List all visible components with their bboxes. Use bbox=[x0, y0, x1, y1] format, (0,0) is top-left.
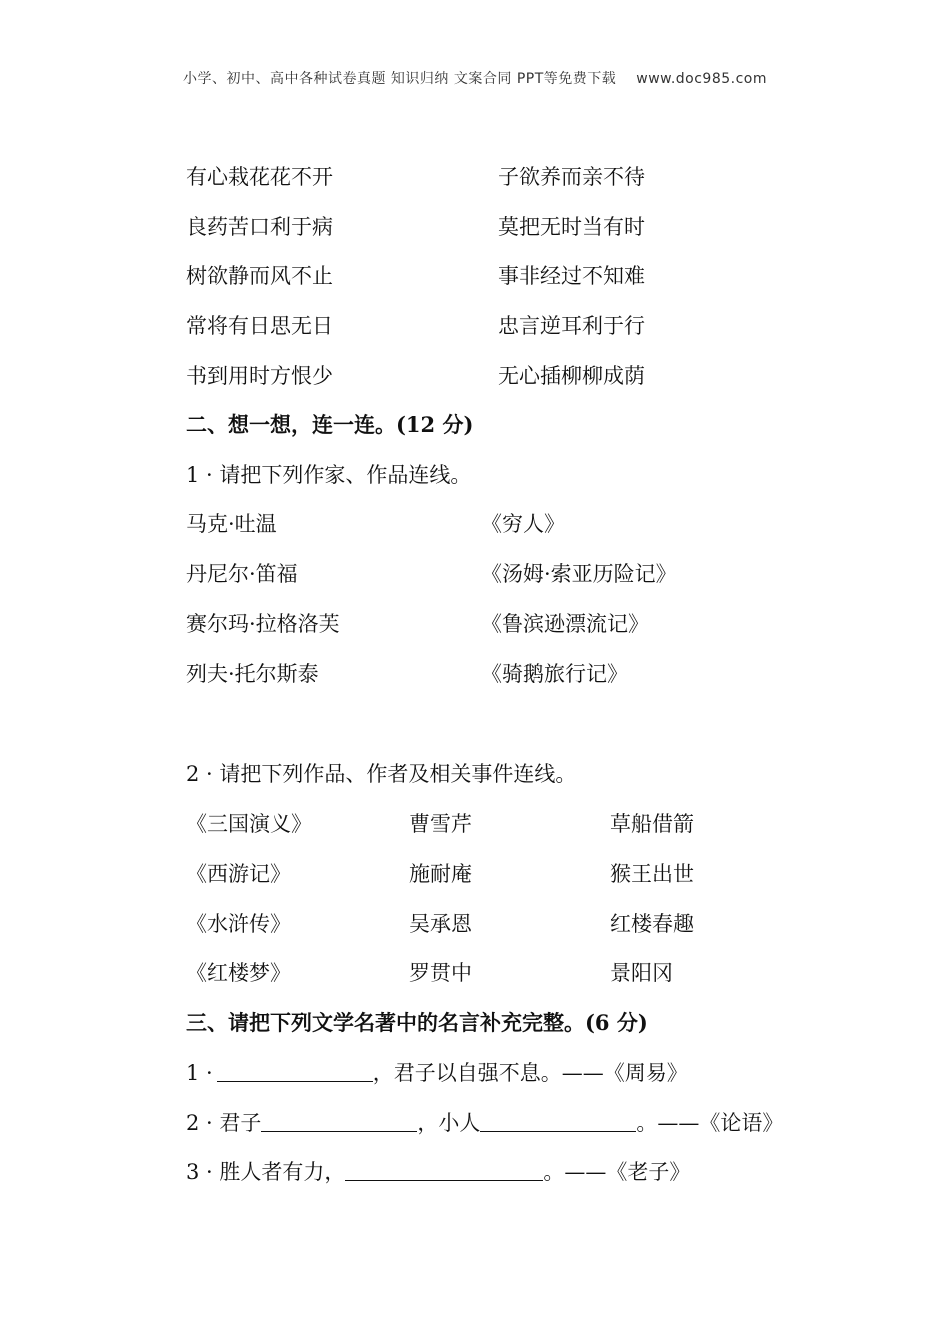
q2-event-3: 红楼春趣 bbox=[610, 912, 694, 936]
page-header bbox=[0, 68, 950, 88]
q2-answer-blank-2[interactable] bbox=[480, 1109, 636, 1132]
q2-author-1: 曹雪芹 bbox=[409, 812, 472, 836]
section2-title: 二、想一想，连一连。(12 分) bbox=[186, 412, 474, 437]
q1-work-2: 《汤姆·索亚历险记》 bbox=[481, 562, 677, 586]
q1-answer-blank[interactable] bbox=[217, 1059, 373, 1082]
q2-lead-text: 2 · 君子 bbox=[186, 1111, 262, 1135]
proverb-right-1: 子欲养而亲不待 bbox=[498, 165, 645, 189]
q2-author-3: 吴承恩 bbox=[409, 912, 472, 936]
q1-author-1: 马克·吐温 bbox=[186, 512, 277, 536]
q1-number: 1 · bbox=[186, 1061, 213, 1085]
header-url: www.doc985.com bbox=[636, 71, 768, 87]
q2-author-2: 施耐庵 bbox=[409, 862, 472, 886]
proverb-left-1: 有心栽花花不开 bbox=[186, 165, 333, 189]
header-tagline: 小学、初中、高中各种试卷真题 知识归纳 文案合同 PPT等免费下载 bbox=[182, 71, 617, 87]
q2-author-4: 罗贯中 bbox=[409, 961, 472, 985]
q1-tail-text: ，君子以自强不息。——《周易》 bbox=[372, 1061, 688, 1085]
q2-event-2: 猴王出世 bbox=[610, 862, 694, 886]
proverb-right-3: 事非经过不知难 bbox=[498, 264, 645, 288]
q2-work-3: 《水浒传》 bbox=[186, 912, 291, 936]
proverb-left-4: 常将有日思无日 bbox=[186, 314, 333, 338]
section3-q2 bbox=[186, 1109, 783, 1137]
section3-q3 bbox=[186, 1158, 690, 1186]
q2-event-4: 景阳冈 bbox=[610, 961, 673, 985]
q1-work-4: 《骑鹅旅行记》 bbox=[481, 662, 628, 686]
proverb-right-4: 忠言逆耳利于行 bbox=[498, 314, 645, 338]
q1-author-4: 列夫·托尔斯泰 bbox=[186, 662, 319, 686]
q2-mid-text: ，小人 bbox=[417, 1111, 481, 1135]
section2-q2-prompt: 2 · 请把下列作品、作者及相关事件连线。 bbox=[186, 762, 577, 786]
q2-answer-blank-1[interactable] bbox=[261, 1109, 417, 1132]
q2-work-1: 《三国演义》 bbox=[186, 812, 312, 836]
q1-author-2: 丹尼尔·笛福 bbox=[186, 562, 298, 586]
section2-q1-prompt: 1 · 请把下列作家、作品连线。 bbox=[186, 463, 472, 487]
proverb-left-5: 书到用时方恨少 bbox=[186, 364, 333, 388]
proverb-right-2: 莫把无时当有时 bbox=[498, 215, 645, 239]
q2-tail-text: 。——《论语》 bbox=[636, 1111, 784, 1135]
q1-work-1: 《穷人》 bbox=[481, 512, 565, 536]
q1-author-3: 赛尔玛·拉格洛芙 bbox=[186, 612, 340, 636]
q2-work-4: 《红楼梦》 bbox=[186, 961, 291, 985]
section3-title: 三、请把下列文学名著中的名言补充完整。(6 分) bbox=[186, 1010, 648, 1035]
q2-event-1: 草船借箭 bbox=[610, 812, 694, 836]
q1-work-3: 《鲁滨逊漂流记》 bbox=[481, 612, 649, 636]
q3-lead-text: 3 · 胜人者有力， bbox=[186, 1160, 346, 1184]
proverb-left-3: 树欲静而风不止 bbox=[186, 264, 333, 288]
proverb-right-5: 无心插柳柳成荫 bbox=[498, 364, 645, 388]
q3-tail-text: 。——《老子》 bbox=[543, 1160, 691, 1184]
q2-work-2: 《西游记》 bbox=[186, 862, 291, 886]
q3-answer-blank[interactable] bbox=[345, 1158, 543, 1181]
section3-q1 bbox=[186, 1059, 688, 1087]
proverb-left-2: 良药苦口利于病 bbox=[186, 215, 333, 239]
